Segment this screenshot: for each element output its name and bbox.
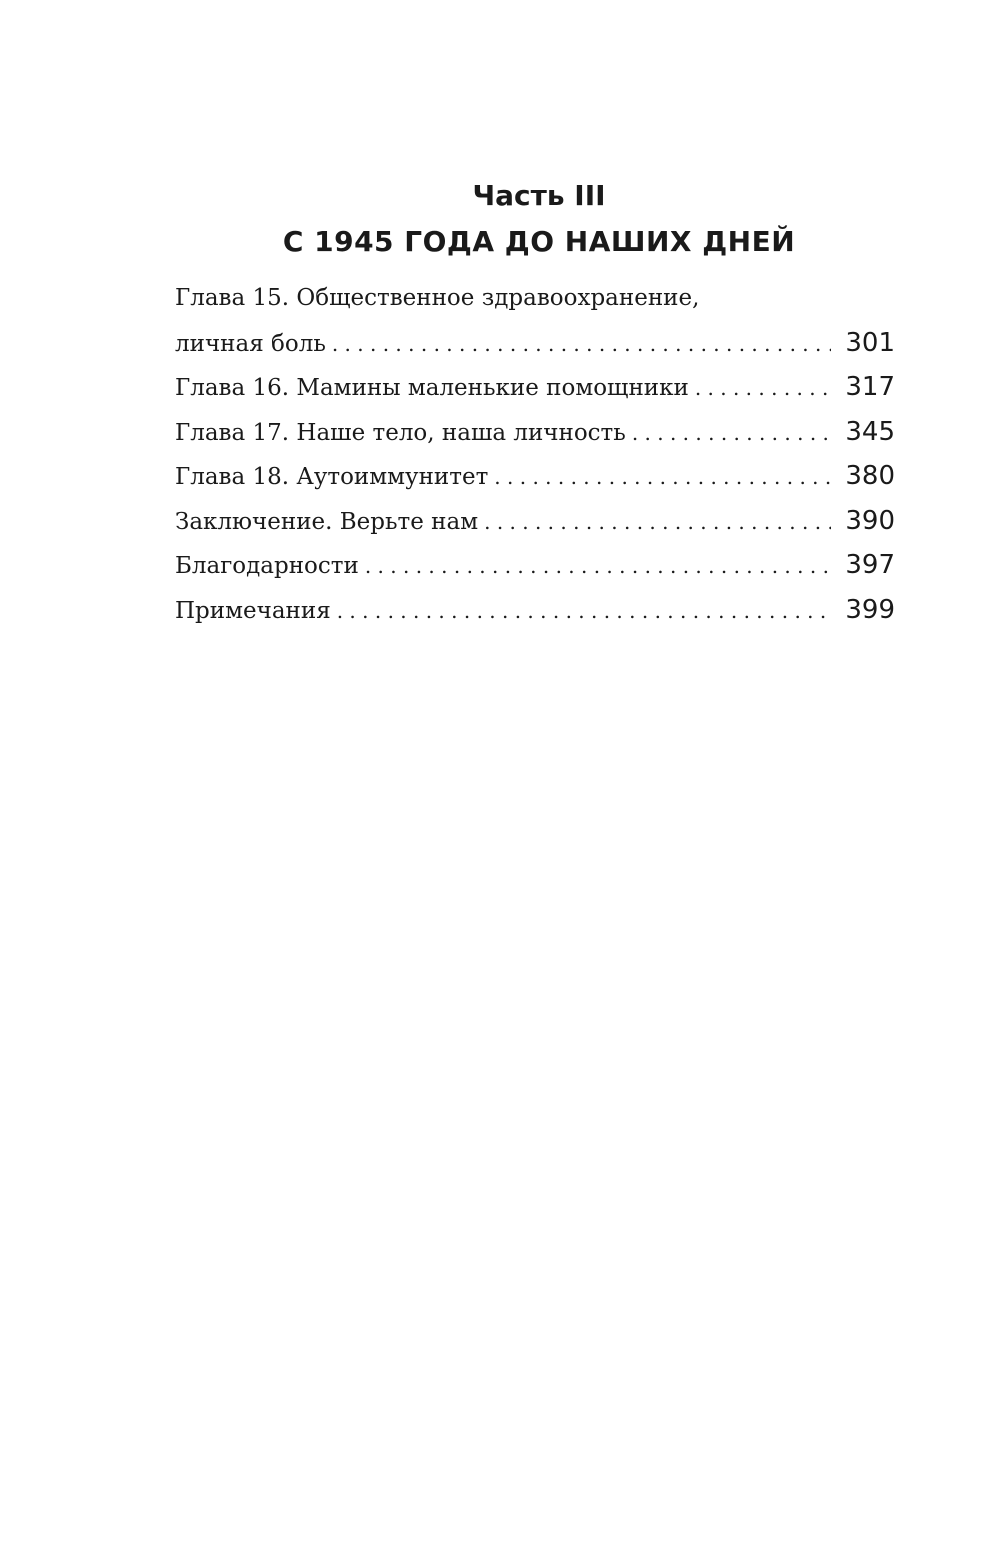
toc-entry-title: Заключение. Верьте нам [175,508,479,535]
dot-leader [494,455,831,500]
toc-entry-title: Глава 17. Наше тело, наша личность [175,419,626,446]
toc-entry-chapter-17[interactable] [175,410,895,455]
toc-page-number: 345 [845,416,895,447]
toc-page-number: 397 [845,550,895,580]
toc-entry-title: Глава 18. Аутоиммунитет [175,464,489,490]
toc-page-number: 317 [845,372,895,402]
part-label: Часть III [472,179,606,212]
toc-entry-title: Глава 15. Общественное здравоохранение, [175,285,700,311]
toc-entry-notes[interactable] [175,588,895,633]
dot-leader [632,411,831,456]
toc-entry-title: Благодарности [175,553,359,579]
dot-leader [484,500,831,545]
toc-entry-conclusion[interactable] [175,499,895,544]
toc-entry-chapter-15-line-1 [175,276,895,321]
toc-page-number: 380 [845,461,895,491]
toc-entry-chapter-15-line-2[interactable] [175,321,895,366]
toc-entry-chapter-16[interactable] [175,365,895,410]
toc-entry-title: Глава 16. Мамины маленькие помощники [175,375,689,401]
dot-leader [337,589,831,634]
toc-page-number: 301 [845,327,895,358]
toc-entry-acknowledgements[interactable] [175,543,895,588]
toc-page-number: 390 [845,505,895,536]
toc-page-number: 399 [845,594,895,625]
dot-leader [332,322,831,367]
toc-entry-chapter-18[interactable] [175,454,895,499]
dot-leader [365,544,831,589]
part-title: С 1945 ГОДА ДО НАШИХ ДНЕЙ [282,225,796,258]
toc-entry-title: Примечания [175,597,331,624]
toc-entry-title: личная боль [175,330,326,357]
table-of-contents [175,276,895,632]
dot-leader [695,366,831,411]
